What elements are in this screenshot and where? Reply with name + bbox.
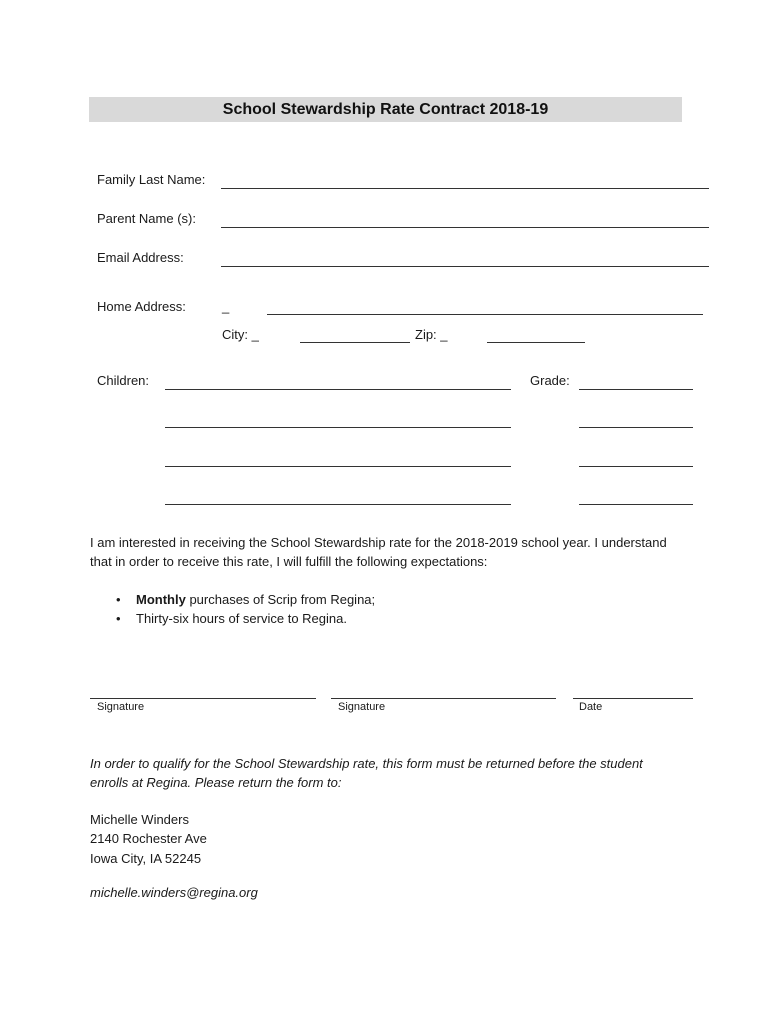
child-name-field-3[interactable]: [165, 466, 511, 467]
child-name-field-1[interactable]: [165, 389, 511, 390]
signature-label-2: Signature: [338, 701, 386, 713]
children-label: Children:: [97, 373, 150, 388]
signature-line-1[interactable]: [90, 698, 316, 699]
contact-street: 2140 Rochester Ave: [90, 831, 207, 846]
expectation-item: • Monthly purchases of Scrip from Regina;: [112, 590, 612, 609]
email-address-field[interactable]: [221, 266, 709, 267]
expectation-item: • Thirty-six hours of service to Regina.: [112, 609, 612, 628]
home-address-field[interactable]: [267, 314, 703, 315]
email-address-label: Email Address:: [97, 250, 184, 265]
contact-city-state-zip: Iowa City, IA 52245: [90, 851, 202, 866]
parent-names-field[interactable]: [221, 227, 709, 228]
grade-label: Grade:: [530, 373, 570, 388]
zip-field[interactable]: [487, 342, 585, 343]
child-grade-field-1[interactable]: [579, 389, 693, 390]
child-grade-field-3[interactable]: [579, 466, 693, 467]
family-last-name-label: Family Last Name:: [97, 172, 206, 187]
title-bar: [89, 97, 682, 122]
agreement-paragraph: I am interested in receiving the School Stewardship rate for the 2018-2019 school year. I understand that in order to receive this rate, I will fulfill the following expectations:: [90, 535, 667, 569]
child-name-field-4[interactable]: [165, 504, 511, 505]
date-label: Date: [579, 701, 603, 713]
expectations-list: [112, 590, 612, 628]
home-address-label: Home Address:: [97, 299, 186, 314]
signature-label-1: Signature: [97, 701, 145, 713]
city-label: City: _: [222, 327, 259, 342]
form-title: School Stewardship Rate Contract 2018-19: [222, 100, 549, 118]
zip-label: Zip: _: [415, 327, 448, 342]
city-field[interactable]: [300, 342, 410, 343]
contact-name: Michelle Winders: [90, 812, 189, 827]
return-instructions: In order to qualify for the School Stewardship rate, this form must be returned before the student enrolls at Regina. Please return the form to:: [90, 756, 643, 790]
parent-names-label: Parent Name (s):: [97, 211, 196, 226]
signature-line-2[interactable]: [331, 698, 556, 699]
family-last-name-field[interactable]: [221, 188, 709, 189]
child-grade-field-2[interactable]: [579, 427, 693, 428]
home-address-mark: _: [222, 299, 230, 314]
child-grade-field-4[interactable]: [579, 504, 693, 505]
child-name-field-2[interactable]: [165, 427, 511, 428]
contact-email[interactable]: michelle.winders@regina.org: [90, 885, 258, 900]
date-line[interactable]: [573, 698, 693, 699]
